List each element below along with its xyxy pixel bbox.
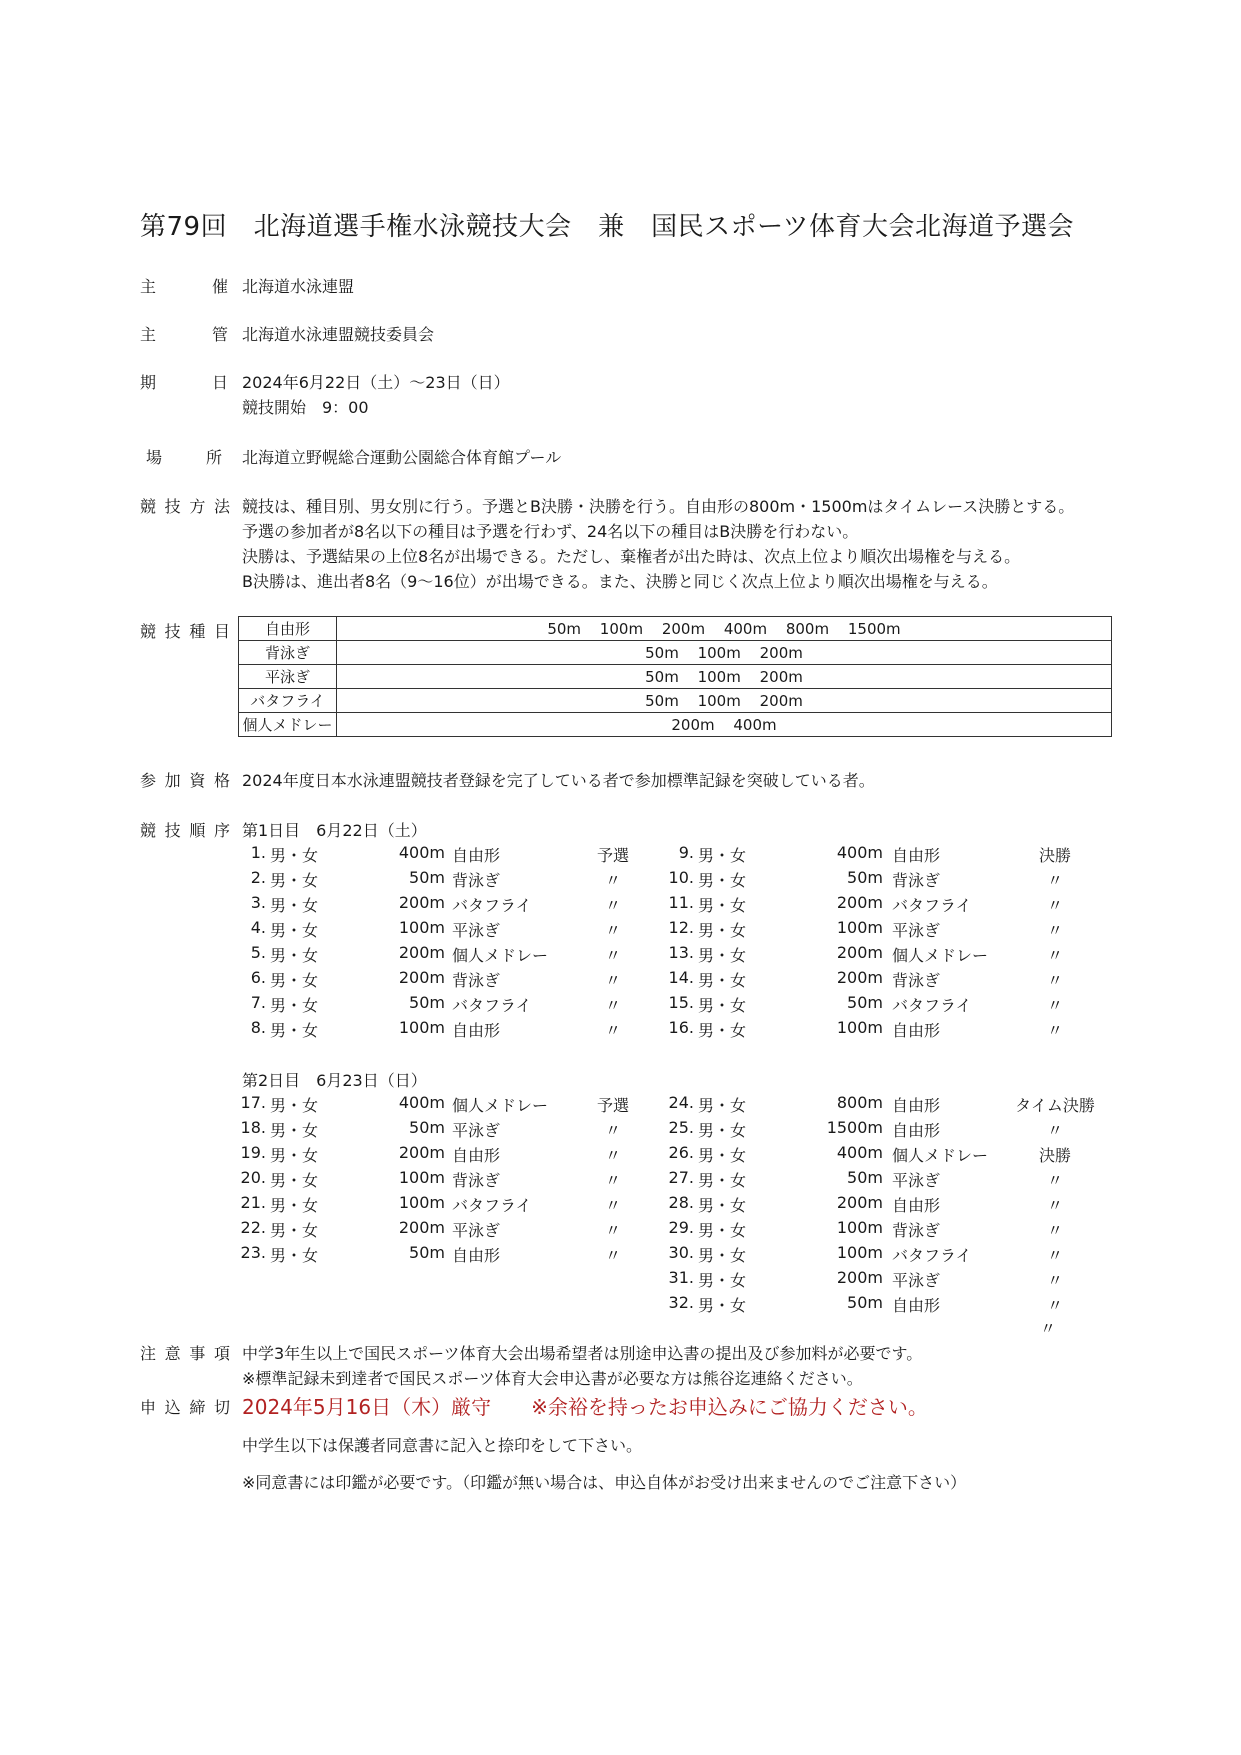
race-round: 予選 [596, 846, 629, 865]
schedule-row [0, 1018, 1241, 1043]
race-sex: 男・女 [270, 1021, 319, 1040]
race-event: 個人メドレー [892, 1146, 989, 1165]
race-round: 〃 [1046, 871, 1063, 890]
race-distance: 200m [836, 893, 883, 912]
race-event: 平泳ぎ [892, 921, 941, 940]
race-sex: 男・女 [270, 1196, 319, 1215]
race-distance: 200m [836, 968, 883, 987]
race-distance: 100m [836, 1018, 883, 1037]
race-distance: 100m [836, 1243, 883, 1262]
race-distance: 50m [847, 993, 883, 1012]
race-sex: 男・女 [698, 1271, 747, 1290]
table-row [239, 713, 1112, 737]
event-distances: 50m 100m 200m [337, 641, 1112, 665]
event-name: 平泳ぎ [239, 665, 337, 689]
race-event: 個人メドレー [892, 946, 989, 965]
event-name: バタフライ [239, 689, 337, 713]
race-distance: 200m [836, 1193, 883, 1212]
eligibility-label: 参 加 資 格 [140, 771, 230, 790]
race-event: 自由形 [892, 1021, 941, 1040]
race-round: 〃 [604, 921, 621, 940]
race-event: 個人メドレー [452, 946, 549, 965]
race-number: 21. [240, 1193, 266, 1212]
race-sex: 男・女 [698, 1096, 747, 1115]
race-sex: 男・女 [698, 1196, 747, 1215]
race-sex: 男・女 [270, 996, 319, 1015]
race-distance: 200m [398, 1218, 445, 1237]
race-number: 32. [668, 1293, 694, 1312]
race-event: バタフライ [452, 1196, 532, 1215]
race-round: 〃 [1046, 971, 1063, 990]
events-table [238, 616, 1112, 737]
race-event: 平泳ぎ [452, 1221, 501, 1240]
start-time: 競技開始 9：00 [242, 398, 369, 417]
table-row [239, 665, 1112, 689]
race-round: 〃 [1046, 1221, 1063, 1240]
schedule-row [0, 893, 1241, 918]
race-event: 自由形 [892, 1296, 941, 1315]
race-round: 〃 [1046, 1121, 1063, 1140]
schedule-row [0, 1093, 1241, 1118]
trailing-ditto-mark: 〃 [1040, 1319, 1057, 1338]
table-row [239, 689, 1112, 713]
race-event: 自由形 [892, 1196, 941, 1215]
race-event: 平泳ぎ [452, 921, 501, 940]
race-round: 〃 [1046, 896, 1063, 915]
day1-title: 第1日目 6月22日（土） [242, 821, 427, 840]
event-name: 背泳ぎ [239, 641, 337, 665]
race-number: 11. [668, 893, 694, 912]
race-distance: 400m [836, 843, 883, 862]
race-distance: 100m [398, 1168, 445, 1187]
race-round: 〃 [1046, 1171, 1063, 1190]
race-event: 平泳ぎ [452, 1121, 501, 1140]
day2-title: 第2日目 6月23日（日） [242, 1071, 427, 1090]
eligibility-value: 2024年度日本水泳連盟競技者登録を完了している者で参加標準記録を突破している者。 [242, 771, 875, 790]
venue-value: 北海道立野幌総合運動公園総合体育館プール [242, 448, 562, 467]
method-label: 競 技 方 法 [140, 497, 230, 516]
race-number: 27. [668, 1168, 694, 1187]
race-event: 自由形 [452, 1246, 501, 1265]
race-sex: 男・女 [270, 946, 319, 965]
race-number: 17. [240, 1093, 266, 1112]
race-sex: 男・女 [270, 871, 319, 890]
race-number: 22. [240, 1218, 266, 1237]
race-distance: 800m [836, 1093, 883, 1112]
race-round: 〃 [604, 1021, 621, 1040]
race-number: 16. [668, 1018, 694, 1037]
schedule-row [0, 1118, 1241, 1143]
race-number: 31. [668, 1268, 694, 1287]
race-sex: 男・女 [698, 1221, 747, 1240]
race-sex: 男・女 [698, 1146, 747, 1165]
schedule-row [0, 1168, 1241, 1193]
race-distance: 1500m [826, 1118, 883, 1137]
method-line: 決勝は、予選結果の上位8名が出場できる。ただし、棄権者が出た時は、次点上位より順次出場権を与える。 [242, 547, 1021, 566]
events-label: 競 技 種 目 [140, 622, 230, 641]
race-number: 26. [668, 1143, 694, 1162]
deadline-note: ※同意書には印鑑が必要です。（印鑑が無い場合は、申込自体がお受け出来ませんのでご注意下さい） [242, 1473, 967, 1492]
race-distance: 50m [847, 1293, 883, 1312]
race-sex: 男・女 [270, 1171, 319, 1190]
schedule-row [0, 1243, 1241, 1268]
manager-value: 北海道水泳連盟競技委員会 [242, 325, 435, 344]
race-sex: 男・女 [270, 1096, 319, 1115]
race-round: 〃 [604, 946, 621, 965]
race-distance: 200m [398, 893, 445, 912]
race-number: 29. [668, 1218, 694, 1237]
notes-line: ※標準記録未到達者で国民スポーツ体育大会申込書が必要な方は熊谷迄連絡ください。 [242, 1369, 863, 1388]
page-title: 第79回 北海道選手権水泳競技大会 兼 国民スポーツ体育大会北海道予選会 [140, 212, 1075, 242]
race-sex: 男・女 [270, 1121, 319, 1140]
race-event: 自由形 [892, 846, 941, 865]
race-distance: 100m [836, 918, 883, 937]
race-number: 30. [668, 1243, 694, 1262]
race-round: 〃 [604, 871, 621, 890]
race-event: 個人メドレー [452, 1096, 549, 1115]
race-round: 〃 [1046, 1196, 1063, 1215]
notes-label: 注 意 事 項 [140, 1344, 230, 1363]
deadline-label: 申 込 締 切 [140, 1398, 230, 1417]
organizer-label: 主 催 [140, 277, 228, 296]
race-distance: 200m [398, 943, 445, 962]
race-round: 〃 [604, 1246, 621, 1265]
schedule-row [0, 1293, 1241, 1318]
race-sex: 男・女 [270, 1146, 319, 1165]
race-sex: 男・女 [698, 946, 747, 965]
race-number: 2. [250, 868, 266, 887]
race-sex: 男・女 [698, 1246, 747, 1265]
deadline-note: 中学生以下は保護者同意書に記入と捺印をして下さい。 [242, 1436, 643, 1455]
race-number: 19. [240, 1143, 266, 1162]
venue-label: 場 所 [146, 448, 222, 467]
race-distance: 50m [409, 868, 445, 887]
race-event: 平泳ぎ [892, 1271, 941, 1290]
race-distance: 100m [398, 1193, 445, 1212]
race-distance: 200m [398, 1143, 445, 1162]
race-sex: 男・女 [698, 1296, 747, 1315]
race-round: 〃 [1046, 946, 1063, 965]
event-distances: 50m 100m 200m [337, 665, 1112, 689]
race-distance: 100m [398, 918, 445, 937]
race-sex: 男・女 [698, 846, 747, 865]
race-distance: 50m [409, 1118, 445, 1137]
race-event: 自由形 [892, 1096, 941, 1115]
race-round: 〃 [604, 1121, 621, 1140]
race-sex: 男・女 [698, 896, 747, 915]
race-number: 15. [668, 993, 694, 1012]
race-sex: 男・女 [698, 1021, 747, 1040]
race-number: 18. [240, 1118, 266, 1137]
race-sex: 男・女 [698, 1121, 747, 1140]
race-sex: 男・女 [698, 871, 747, 890]
race-round: 〃 [604, 1221, 621, 1240]
method-line: B決勝は、進出者8名（9～16位）が出場できる。また、決勝と同じく次点上位より順次出場権を与える。 [242, 572, 998, 591]
race-sex: 男・女 [270, 921, 319, 940]
race-distance: 400m [836, 1143, 883, 1162]
race-sex: 男・女 [698, 996, 747, 1015]
method-line: 予選の参加者が8名以下の種目は予選を行わず、24名以下の種目はB決勝を行わない。 [242, 522, 859, 541]
table-row [239, 617, 1112, 641]
race-number: 14. [668, 968, 694, 987]
race-distance: 400m [398, 1093, 445, 1112]
race-distance: 50m [847, 868, 883, 887]
race-distance: 200m [836, 943, 883, 962]
race-round: 〃 [604, 896, 621, 915]
race-distance: 200m [836, 1268, 883, 1287]
race-round: 〃 [1046, 921, 1063, 940]
race-round: 〃 [1046, 1296, 1063, 1315]
race-event: バタフライ [892, 896, 972, 915]
race-round: 予選 [596, 1096, 629, 1115]
race-number: 20. [240, 1168, 266, 1187]
race-number: 7. [250, 993, 266, 1012]
race-event: 背泳ぎ [452, 1171, 501, 1190]
race-round: タイム決勝 [1015, 1096, 1095, 1115]
race-number: 25. [668, 1118, 694, 1137]
event-distances: 50m 100m 200m 400m 800m 1500m [337, 617, 1112, 641]
race-number: 10. [668, 868, 694, 887]
race-number: 9. [678, 843, 694, 862]
schedule-row [0, 1143, 1241, 1168]
race-sex: 男・女 [270, 846, 319, 865]
race-sex: 男・女 [698, 921, 747, 940]
schedule-row [0, 868, 1241, 893]
schedule-row [0, 918, 1241, 943]
date-value: 2024年6月22日（土）～23日（日） [242, 373, 510, 392]
race-event: 背泳ぎ [452, 871, 501, 890]
date-label: 期 日 [140, 373, 228, 392]
notes-line: 中学3年生以上で国民スポーツ体育大会出場希望者は別途申込書の提出及び参加料が必要です。 [242, 1344, 923, 1363]
race-round: 決勝 [1038, 1146, 1071, 1165]
race-round: 〃 [1046, 996, 1063, 1015]
schedule-row [0, 943, 1241, 968]
race-distance: 100m [398, 1018, 445, 1037]
schedule-row [0, 1268, 1241, 1293]
race-event: バタフライ [452, 996, 532, 1015]
event-name: 個人メドレー [239, 713, 337, 737]
race-round: 〃 [1046, 1021, 1063, 1040]
race-round: 〃 [604, 1171, 621, 1190]
race-number: 4. [250, 918, 266, 937]
table-row [239, 641, 1112, 665]
schedule-row [0, 1218, 1241, 1243]
race-round: 決勝 [1038, 846, 1071, 865]
event-distances: 200m 400m [337, 713, 1112, 737]
race-sex: 男・女 [270, 896, 319, 915]
race-round: 〃 [1046, 1271, 1063, 1290]
race-event: 自由形 [452, 846, 501, 865]
deadline-value: 2024年5月16日（木）厳守 ※余裕を持ったお申込みにご協力ください。 [242, 1395, 928, 1419]
race-number: 6. [250, 968, 266, 987]
race-event: バタフライ [892, 1246, 972, 1265]
race-event: バタフライ [452, 896, 532, 915]
race-event: 背泳ぎ [892, 871, 941, 890]
race-number: 5. [250, 943, 266, 962]
race-event: 背泳ぎ [892, 971, 941, 990]
race-event: 自由形 [452, 1021, 501, 1040]
race-event: 背泳ぎ [892, 1221, 941, 1240]
race-distance: 50m [847, 1168, 883, 1187]
race-sex: 男・女 [270, 971, 319, 990]
race-distance: 50m [409, 1243, 445, 1262]
schedule-row [0, 993, 1241, 1018]
race-number: 12. [668, 918, 694, 937]
race-event: 平泳ぎ [892, 1171, 941, 1190]
manager-label: 主 管 [140, 325, 228, 344]
order-label: 競 技 順 序 [140, 821, 230, 840]
race-number: 24. [668, 1093, 694, 1112]
race-event: 自由形 [452, 1146, 501, 1165]
schedule-row [0, 968, 1241, 993]
race-sex: 男・女 [698, 1171, 747, 1190]
race-sex: 男・女 [270, 1246, 319, 1265]
race-sex: 男・女 [698, 971, 747, 990]
race-distance: 50m [409, 993, 445, 1012]
race-sex: 男・女 [270, 1221, 319, 1240]
schedule-row [0, 843, 1241, 868]
schedule-row [0, 1193, 1241, 1218]
race-round: 〃 [604, 971, 621, 990]
race-round: 〃 [1046, 1246, 1063, 1265]
race-event: 自由形 [892, 1121, 941, 1140]
race-event: バタフライ [892, 996, 972, 1015]
race-round: 〃 [604, 1146, 621, 1165]
race-number: 13. [668, 943, 694, 962]
race-round: 〃 [604, 996, 621, 1015]
race-event: 背泳ぎ [452, 971, 501, 990]
race-number: 23. [240, 1243, 266, 1262]
race-round: 〃 [604, 1196, 621, 1215]
race-distance: 200m [398, 968, 445, 987]
race-distance: 400m [398, 843, 445, 862]
race-number: 28. [668, 1193, 694, 1212]
race-distance: 100m [836, 1218, 883, 1237]
race-number: 8. [250, 1018, 266, 1037]
event-distances: 50m 100m 200m [337, 689, 1112, 713]
race-number: 3. [250, 893, 266, 912]
method-line: 競技は、種目別、男女別に行う。予選とB決勝・決勝を行う。自由形の800m・1500mはタイムレース決勝とする。 [242, 497, 1075, 516]
race-number: 1. [250, 843, 266, 862]
organizer-value: 北海道水泳連盟 [242, 277, 355, 296]
event-name: 自由形 [239, 617, 337, 641]
